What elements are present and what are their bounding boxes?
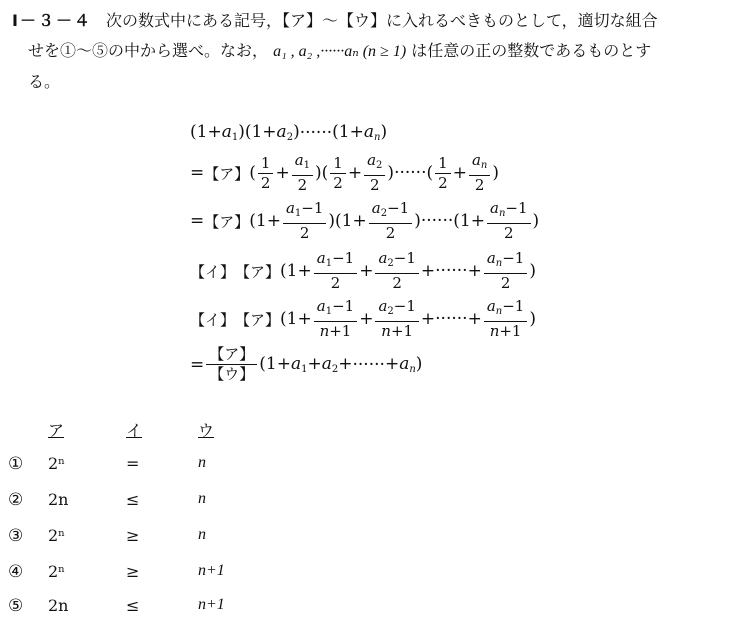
header-u: ウ <box>198 421 215 440</box>
problem-line-1: Ⅰ－３－４ 次の数式中にある記号，【ア】～【ウ】に入れるべきものとして，適切な組合 <box>12 11 658 30</box>
header-i: イ <box>126 421 143 440</box>
option-1[interactable]: ① 2ⁿ = n <box>8 454 206 474</box>
header-a: ア <box>48 421 65 440</box>
problem-line-3: る。 <box>28 72 61 91</box>
problem-number: Ⅰ－３－４ <box>12 11 92 30</box>
equation-line-4: 【イ】 【ア】 (1+ $\frac{a_1-1}{2}$ + $\frac{a_2-1}{2}$ + ······ + $\frac{a_n-1}{2}$ ) <box>190 249 536 292</box>
option-3[interactable]: ③ 2ⁿ ≥ n <box>8 526 206 546</box>
equation-line-2: = 【ア】 ( $\frac{1}{2}$ + $\frac{a_1}{2}$ )( $\frac{1}{2}$ + $\frac{a_2}{2}$ ) ······ ( $\frac{1}{2}$ + $\frac{a_n}{2}$ ) <box>190 151 499 194</box>
equation-line-3: = 【ア】 (1+ $\frac{a_1-1}{2}$ )(1+ $\frac{a_2-1}{2}$ ) ······ (1+ $\frac{a_n-1}{2}$ ) <box>190 199 540 242</box>
equation-line-1: $(1+a_1)(1+a_2)$ ······ $(1+a_n)$ <box>190 122 388 143</box>
equation-line-5: 【イ】 【ア】 (1+ $\frac{a_1-1}{n+1}$ + $\frac{a_2-1}{n+1}$ + ······ + $\frac{a_n-1}{n+1}$ ) <box>190 297 536 340</box>
problem-statement <box>12 6 744 97</box>
option-5[interactable]: ⑤ 2n ≤ n+1 <box>8 596 225 616</box>
option-4[interactable]: ④ 2ⁿ ≥ n+1 <box>8 562 225 582</box>
problem-line-2: せを①～⑤の中から選べ。なお， a₁ , a₂ ,······aₙ (n ≥ 1) は任意の正の整数であるものとす <box>28 41 652 60</box>
variables-condition: a₁ , a₂ ,······aₙ (n ≥ 1) <box>273 43 407 60</box>
equation-line-6: = $\frac{\text{【ア】}}{\text{【ウ】}}$ ($1+a_1+a_2+$ ······ $+a_n$) <box>190 345 423 383</box>
option-2[interactable]: ② 2n ≤ n <box>8 490 206 510</box>
